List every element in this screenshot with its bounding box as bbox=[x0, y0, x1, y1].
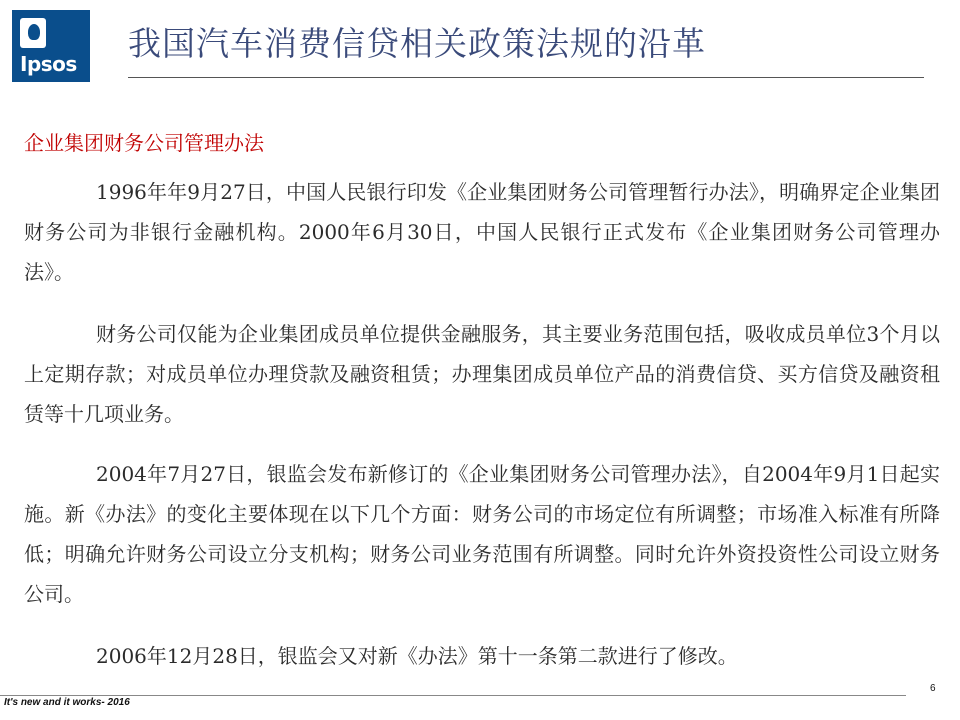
page-number: 6 bbox=[930, 683, 936, 694]
section-heading: 企业集团财务公司管理办法 bbox=[24, 131, 264, 155]
logo-text: Ipsos bbox=[20, 52, 77, 76]
paragraph-2: 财务公司仅能为企业集团成员单位提供金融服务，其主要业务范围包括，吸收成员单位3个月以上定期存款；对成员单位办理贷款及融资租赁；办理集团成员单位产品的消费信贷、买方信贷及融资租赁等十几项业务。 bbox=[24, 322, 940, 426]
head-silhouette-icon bbox=[20, 18, 46, 48]
page-title: 我国汽车消费信贷相关政策法规的沿革 bbox=[128, 24, 706, 63]
footer-tagline: It's new and it works- 2016 bbox=[4, 697, 130, 708]
paragraph-4: 2006年12月28日，银监会又对新《办法》第十一条第二款进行了修改。 bbox=[96, 644, 738, 668]
paragraph-3: 2004年7月27日，银监会发布新修订的《企业集团财务公司管理办法》，自2004年9月1日起实施。新《办法》的变化主要体现在以下几个方面：财务公司的市场定位有所调整；市场准入标准有所降低；明确允许财务公司设立分支机构；财务公司业务范围有所调整。同时允许外资投资性公司设立财务公司。 bbox=[24, 462, 940, 606]
title-divider bbox=[128, 77, 924, 78]
ipsos-logo bbox=[12, 10, 90, 82]
paragraph-1: 1996年年9月27日，中国人民银行印发《企业集团财务公司管理暂行办法》，明确界定企业集团财务公司为非银行金融机构。2000年6月30日，中国人民银行正式发布《企业集团财务公司管理办法》。 bbox=[24, 180, 940, 284]
footer-divider bbox=[0, 695, 906, 696]
